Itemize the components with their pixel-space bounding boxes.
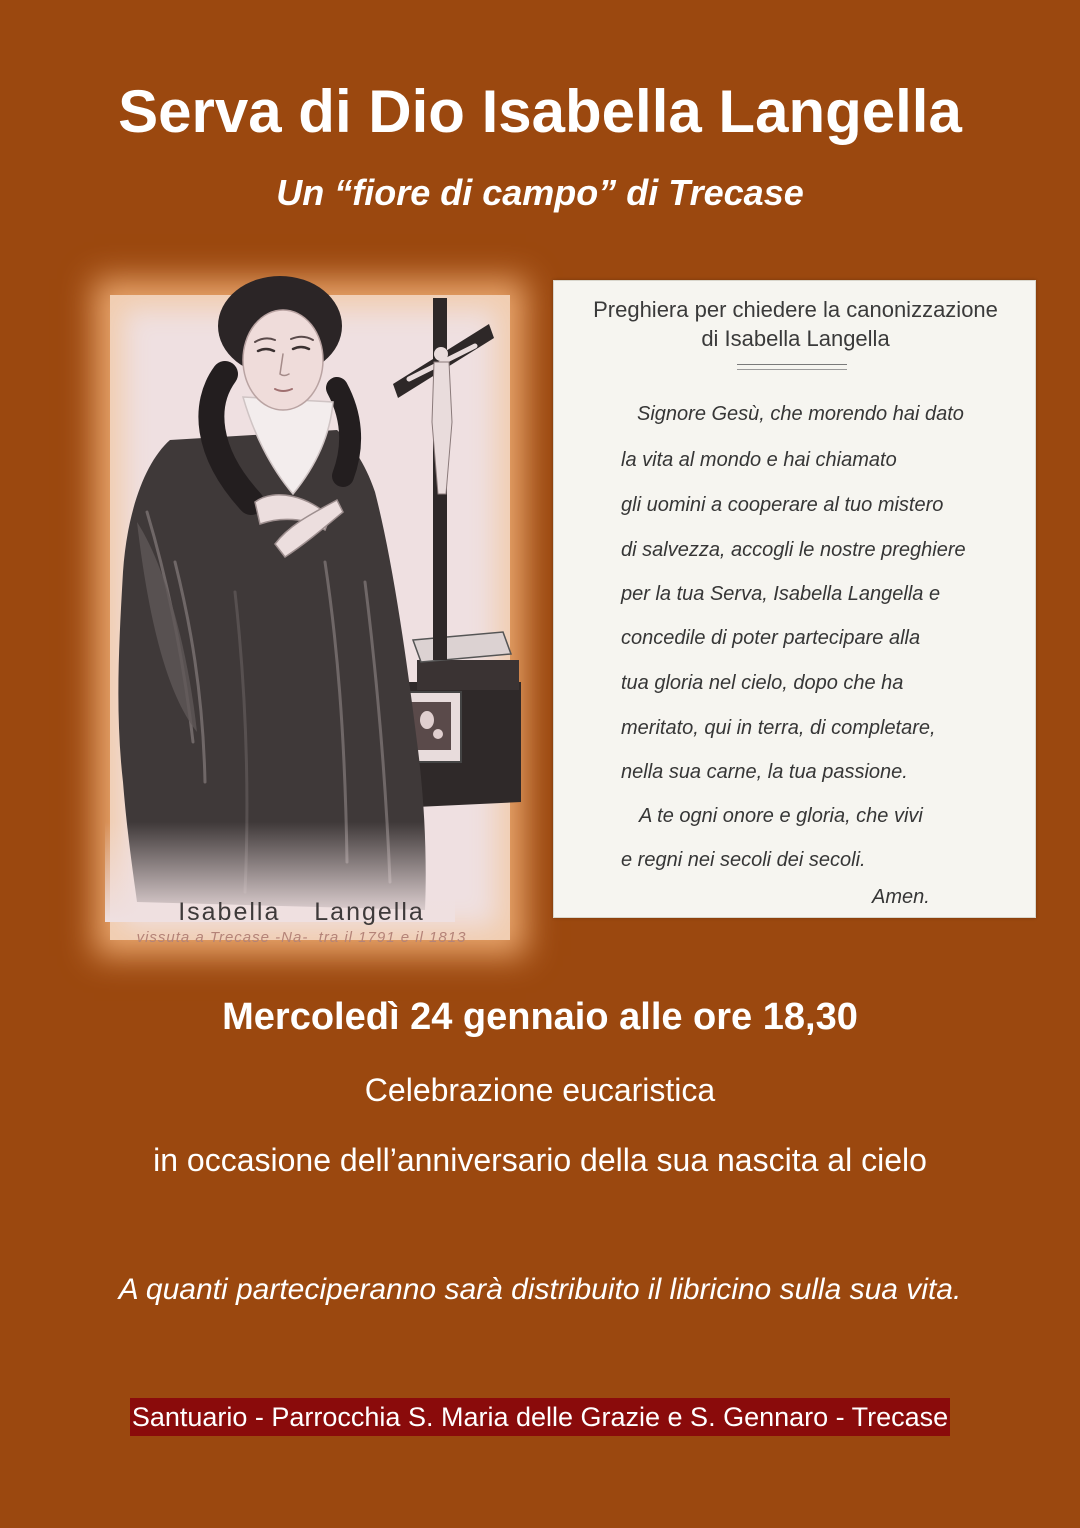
portrait-image: [75, 262, 528, 958]
altar-block: [417, 660, 519, 690]
poster-title: Serva di Dio Isabella Langella: [118, 78, 962, 145]
prayer-line: tua gloria nel cielo, dopo che ha: [621, 672, 904, 694]
prayer-heading-line1: Preghiera per chiedere la canonizzazione: [593, 297, 998, 322]
event-note: A quanti parteciperanno sarà distribuito il libricino sulla sua vita.: [118, 1273, 962, 1306]
portrait-caption-dates: vissuta a Trecase -Na- tra il 1791 e il 1813: [136, 929, 467, 946]
portrait-drawing: [75, 262, 528, 958]
poster-subtitle: Un “fiore di campo” di Trecase: [276, 172, 804, 213]
prayer-line: meritato, qui in terra, di completare,: [621, 717, 936, 739]
prayer-line: Signore Gesù, che morendo hai dato: [637, 403, 964, 425]
event-date-time: Mercoledì 24 gennaio alle ore 18,30: [222, 996, 858, 1038]
event-occasion: in occasione dell’anniversario della sua nascita al cielo: [153, 1142, 927, 1178]
prayer-line: gli uomini a cooperare al tuo mistero: [621, 494, 944, 516]
footer-parish-label: Santuario - Parrocchia S. Maria delle Grazie e S. Gennaro - Trecase: [130, 1398, 950, 1436]
prayer-line: e regni nei secoli dei secoli.: [621, 849, 866, 871]
book-icon: [413, 632, 511, 662]
prayer-line: la vita al mondo e hai chiamato: [621, 449, 897, 471]
crucifix-icon: [393, 298, 494, 660]
footer: [0, 1398, 1080, 1436]
prayer-closing: Amen.: [872, 886, 930, 908]
prayer-line: concedile di poter partecipare alla: [621, 627, 921, 649]
prayer-card: [553, 280, 1036, 918]
event-celebration: Celebrazione eucaristica: [364, 1072, 716, 1108]
prayer-line: di salvezza, accogli le nostre preghiere: [621, 539, 966, 561]
face: [243, 310, 323, 410]
prayer-line: nella sua carne, la tua passione.: [621, 761, 908, 783]
prayer-heading-line2: di Isabella Langella: [701, 326, 890, 351]
portrait-caption-name: Isabella Langella: [178, 898, 425, 926]
prayer-line: A te ogni onore e gloria, che vivi: [639, 805, 923, 827]
prayer-divider: [737, 364, 847, 370]
prayer-line: per la tua Serva, Isabella Langella e: [621, 583, 941, 605]
